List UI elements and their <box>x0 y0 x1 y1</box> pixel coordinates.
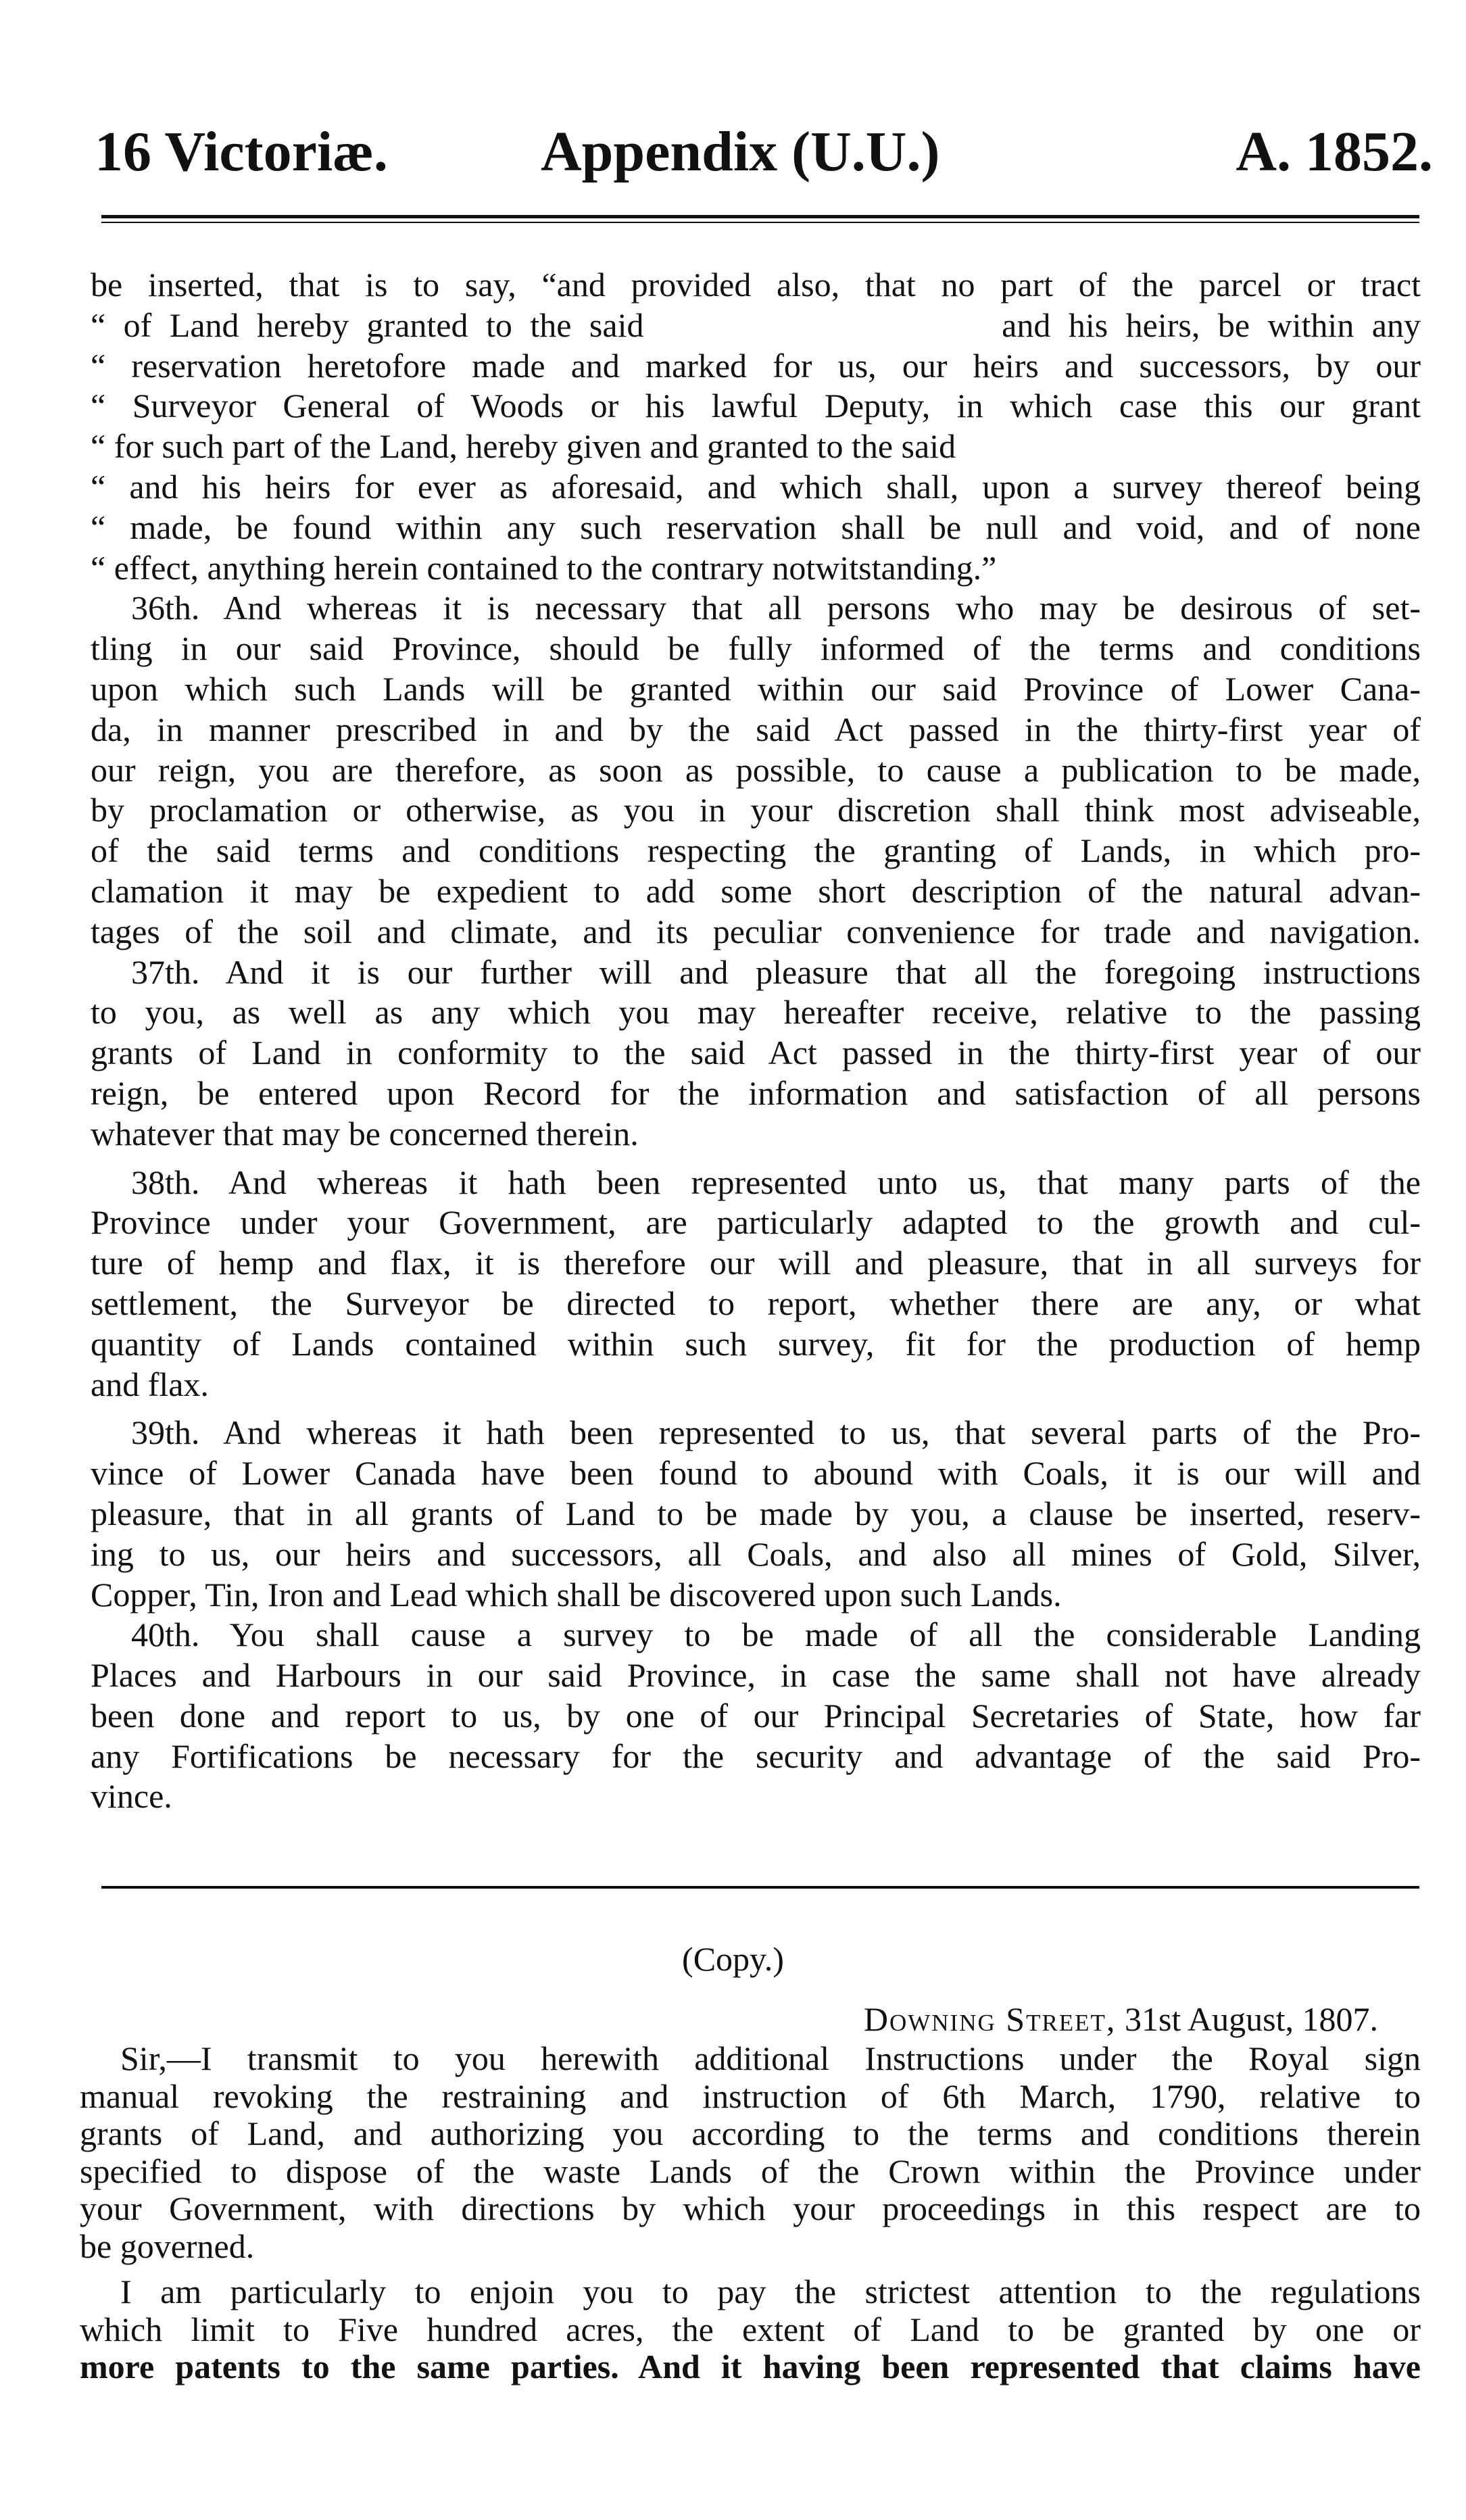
text-line: been done and report to us, by one of our Principal Secretaries of State, how far <box>91 1696 1421 1735</box>
text-line: Province under your Government, are particularly adapted to the growth and cul- <box>91 1203 1421 1242</box>
header-double-rule <box>101 215 1419 223</box>
text-line: our reign, you are therefore, as soon as possible, to cause a publication to be made, <box>91 750 1421 789</box>
letter-salutation: Sir,—I transmit to you herewith additional Instructions under the Royal sign <box>120 2039 1421 2077</box>
text-line: grants of Land in conformity to the said Act passed in the thirty-first year of our <box>91 1034 1421 1072</box>
copy-label: (Copy.) <box>682 1940 784 1978</box>
dateline-place: Downing Street, <box>863 2000 1117 2038</box>
text-line: manual revoking the restraining and instruction of 6th March, 1790, relative to <box>80 2077 1421 2115</box>
instructions-text <box>91 265 1421 1817</box>
text-line: settlement, the Surveyor be directed to report, whether there are any, or what <box>91 1284 1421 1322</box>
text-line: “ reservation heretofore made and marked for us, our heirs and successors, by our <box>91 346 1421 385</box>
text-line: clamation it may be expedient to add some short description of the natural advan- <box>91 871 1421 910</box>
text-line: ing to us, our heirs and successors, all Coals, and also all mines of Gold, Silver, <box>91 1534 1421 1573</box>
text-line: “ effect, anything herein contained to the contrary notwitstanding.” <box>91 548 997 587</box>
text-line: to you, as well as any which you may hereafter receive, relative to the passing <box>91 993 1421 1032</box>
text-line: quantity of Lands contained within such survey, fit for the production of hemp <box>91 1324 1421 1363</box>
text-line: grants of Land, and authorizing you according to the terms and conditions therein <box>80 2114 1421 2152</box>
text-line: by proclamation or otherwise, as you in your discretion shall think most adviseable, <box>91 791 1421 829</box>
paragraph-40-start: 40th. You shall cause a survey to be made of all the considerable Landing <box>131 1616 1421 1654</box>
text-line: be governed. <box>80 2227 255 2265</box>
letter-paragraph-2-start: I am particularly to enjoin you to pay the strictest attention to the regulations <box>120 2273 1421 2310</box>
section-divider <box>101 1886 1419 1889</box>
text-line: vince. <box>91 1777 172 1816</box>
paragraph-38-start: 38th. And whereas it hath been represented unto us, that many parts of the <box>131 1163 1421 1201</box>
text-line: upon which such Lands will be granted within our said Province of Lower Cana- <box>91 669 1421 708</box>
text-line: reign, be entered upon Record for the information and satisfaction of all persons <box>91 1073 1421 1112</box>
dateline-date: 31st August, 1807. <box>1124 2000 1378 2038</box>
text-line: tages of the soil and climate, and its peculiar convenience for trade and navigation. <box>91 912 1421 950</box>
text-line: da, in manner prescribed in and by the said Act passed in the thirty-first year of <box>91 710 1421 748</box>
paragraph-36-start: 36th. And whereas it is necessary that all persons who may be desirous of set- <box>131 589 1421 627</box>
text-line: which limit to Five hundred acres, the extent of Land to be granted by one or <box>80 2310 1421 2348</box>
text-line: and flax. <box>91 1365 209 1403</box>
paragraph-37-start: 37th. And it is our further will and pleasure that all the foregoing instructions <box>131 952 1421 991</box>
text-line: “ and his heirs for ever as aforesaid, and which shall, upon a survey thereof being <box>91 467 1421 506</box>
text-line: pleasure, that in all grants of Land to be made by you, a clause be inserted, reserv- <box>91 1494 1421 1532</box>
header-year: A. 1852. <box>1236 120 1433 183</box>
text-line: ture of hemp and flax, it is therefore our will and pleasure, that in all surveys for <box>91 1244 1421 1282</box>
text-line: “ of Land hereby granted to the said and his heirs, be within any <box>91 306 1421 344</box>
text-line: “ made, be found within any such reservation shall be null and void, and of none <box>91 508 1421 546</box>
text-line: “ for such part of the Land, hereby given and granted to the said <box>91 427 956 466</box>
text-line: vince of Lower Canada have been found to abound with Coals, it is our will and <box>91 1454 1421 1493</box>
text-line: whatever that may be concerned therein. <box>91 1114 639 1153</box>
text-line: specified to dispose of the waste Lands of the Crown within the Province under <box>80 2152 1421 2190</box>
text-line: any Fortifications be necessary for the security and advantage of the said Pro- <box>91 1737 1421 1775</box>
page-header <box>95 115 1433 189</box>
letter-text <box>80 2040 1421 2386</box>
paragraph-39-start: 39th. And whereas it hath been represented to us, that several parts of the Pro- <box>131 1413 1421 1452</box>
text-line: of the said terms and conditions respecting the granting of Lands, in which pro- <box>91 831 1421 870</box>
text-line: Places and Harbours in our said Province, in case the same shall not have already <box>91 1656 1421 1695</box>
header-appendix: Appendix (U.U.) <box>541 120 940 183</box>
text-line: Copper, Tin, Iron and Lead which shall be discovered upon such Lands. <box>91 1575 1062 1614</box>
text-line: “ Surveyor General of Woods or his lawful Deputy, in which case this our grant <box>91 387 1421 425</box>
text-line: be inserted, that is to say, “and provided also, that no part of the parcel or tract <box>91 266 1421 304</box>
text-line: your Government, with directions by which your proceedings in this respect are to <box>80 2189 1421 2227</box>
text-line: tling in our said Province, should be fully informed of the terms and conditions <box>91 629 1421 668</box>
text-line: more patents to the same parties. And it having been represented that claims have <box>80 2348 1421 2385</box>
letter-dateline <box>864 1999 1378 2039</box>
header-session: 16 Victoriæ. <box>95 120 388 183</box>
